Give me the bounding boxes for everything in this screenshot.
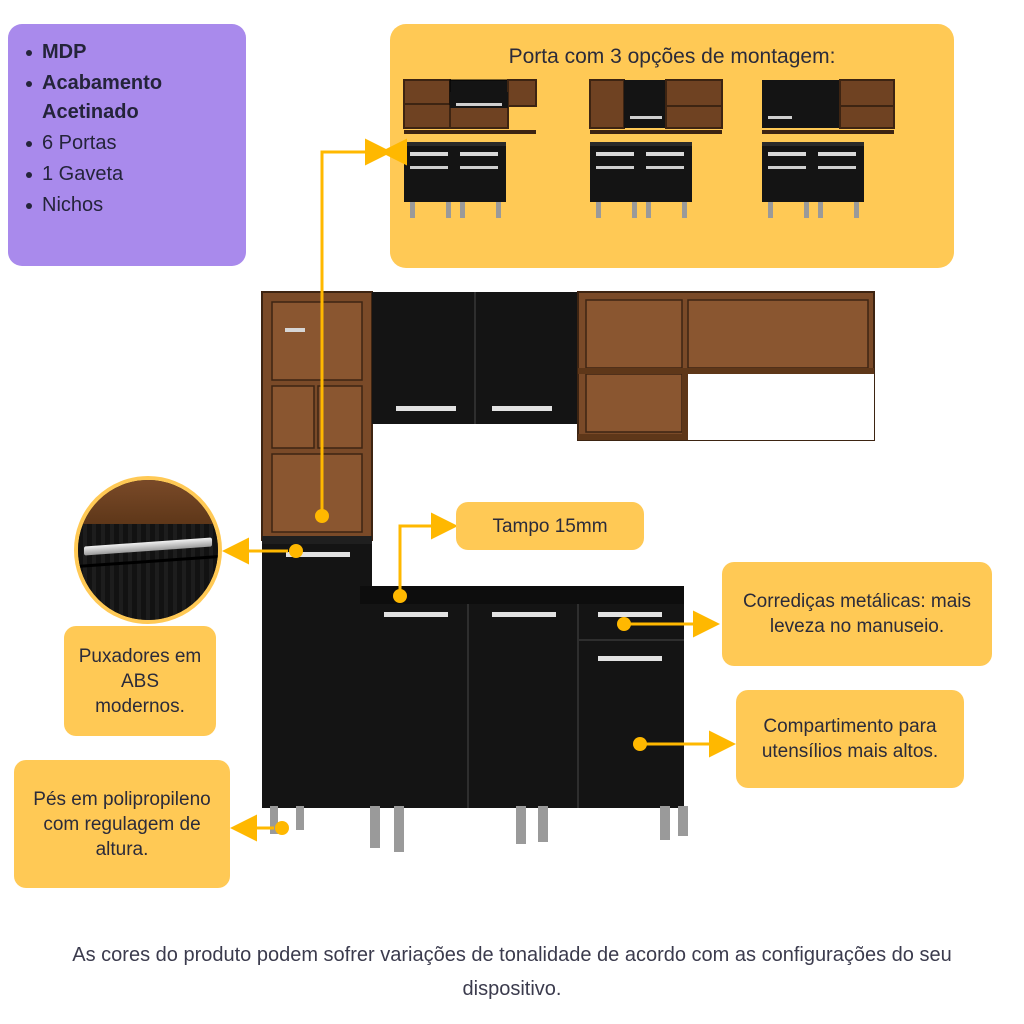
handle	[492, 612, 556, 617]
callout-pes: Pés em polipropileno com regulagem de altura.	[14, 760, 230, 888]
callout-puxadores: Puxadores em ABS modernos.	[64, 626, 216, 736]
cabinet-foot	[538, 806, 548, 842]
cabinet-foot	[394, 806, 404, 852]
cabinet-foot	[370, 806, 380, 848]
drawer-handle	[598, 612, 662, 617]
lower-right-cabinet	[360, 604, 684, 808]
handle-magnifier	[74, 476, 222, 624]
cabinet-foot	[678, 806, 688, 836]
callout-compartimento: Compartimento para utensílios mais altos.	[736, 690, 964, 788]
feature-item: MDP	[42, 38, 236, 67]
feature-item: Nichos	[42, 191, 236, 220]
cabinet-foot	[516, 806, 526, 844]
feature-item: Acabamento Acetinado	[42, 69, 236, 127]
lower-left-cabinet	[262, 540, 372, 808]
countertop	[360, 586, 684, 604]
color-disclaimer: As cores do produto podem sofrer variações de tonalidade de acordo com as configurações do seu dispositivo.	[72, 944, 952, 1000]
handle	[384, 612, 448, 617]
feature-item: 1 Gaveta	[42, 160, 236, 189]
cabinet-foot	[270, 806, 278, 834]
magnifier-wood	[78, 480, 218, 524]
cabinet-foot	[660, 806, 670, 840]
handle	[598, 656, 662, 661]
cabinet-foot	[296, 806, 304, 830]
callout-corredicas: Corrediças metálicas: mais leveza no manuseio.	[722, 562, 992, 666]
door-options-title: Porta com 3 opções de montagem:	[508, 45, 836, 68]
callout-tampo: Tampo 15mm	[456, 502, 644, 550]
feature-item: 6 Portas	[42, 129, 236, 158]
